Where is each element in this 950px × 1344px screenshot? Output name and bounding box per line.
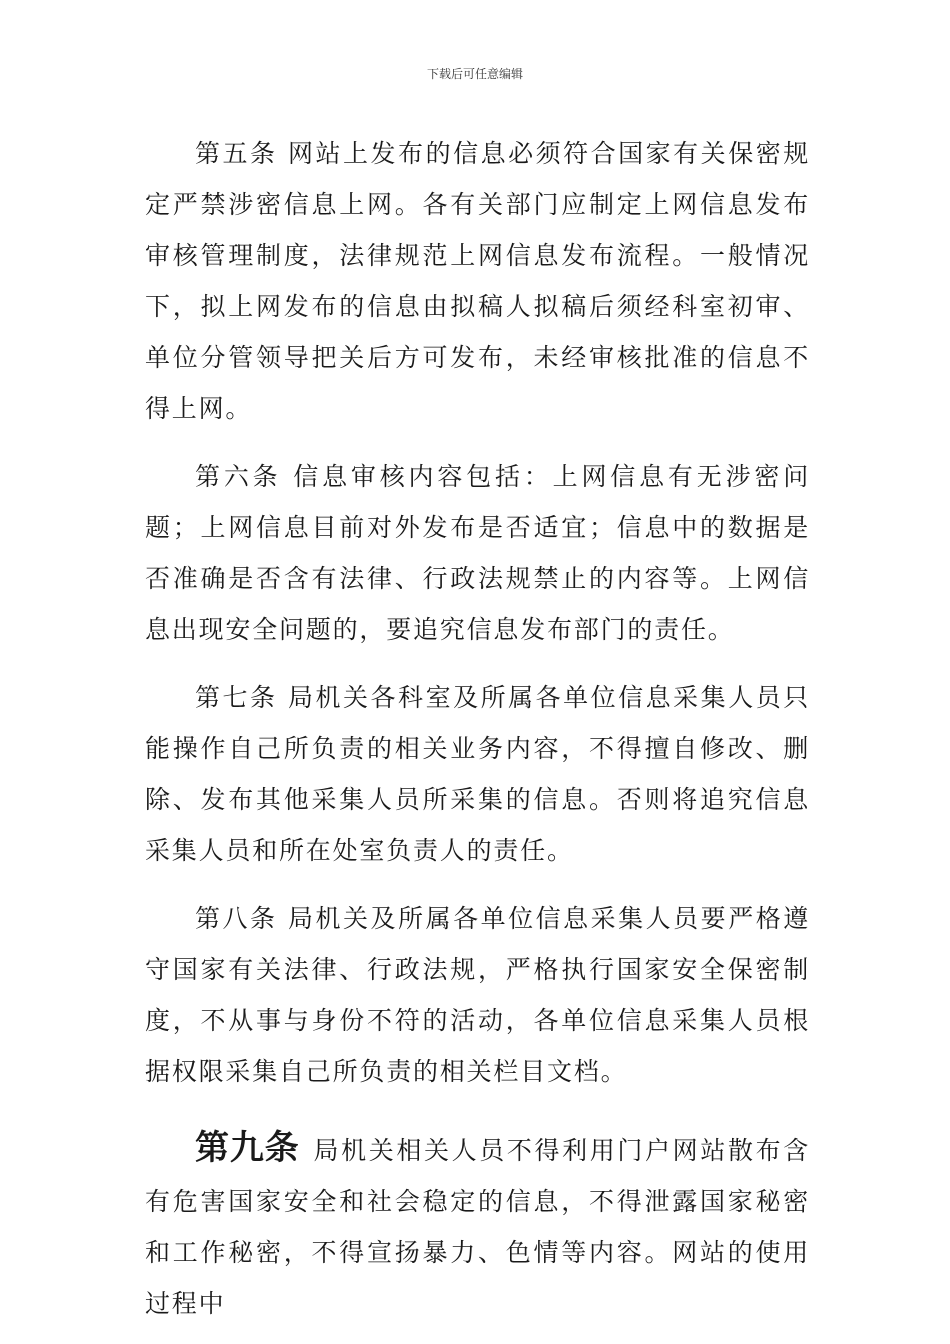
article-9-number: 第九条 [195, 1128, 300, 1168]
article-7-text: 局机关各科室及所属各单位信息采集人员只能操作自己所负责的相关业务内容，不得擅自修改、删除、发布其他采集人员所采集的信息。否则将追究信息采集人员和所在处室负责人的责任。 [145, 683, 811, 865]
article-5-number: 第五条 [195, 139, 278, 168]
article-8-paragraph [145, 893, 810, 1097]
article-7-number: 第七条 [195, 683, 278, 712]
article-6-number: 第六条 [195, 462, 282, 491]
article-5-paragraph [145, 128, 810, 434]
article-6-text: 信息审核内容包括：上网信息有无涉密问题；上网信息目前对外发布是否适宜；信息中的数据是否准确是否含有法律、行政法规禁止的内容等。上网信息出现安全问题的，要追究信息发布部门的责任。 [145, 462, 811, 644]
article-8-text: 局机关及所属各单位信息采集人员要严格遵守国家有关法律、行政法规，严格执行国家安全保密制度，不从事与身份不符的活动，各单位信息采集人员根据权限采集自己所负责的相关栏目文档。 [145, 904, 811, 1086]
article-9-text: 局机关相关人员不得利用门户网站散布含有危害国家安全和社会稳定的信息，不得泄露国家秘密和工作秘密，不得宣扬暴力、色情等内容。网站的使用过程中 [145, 1136, 811, 1318]
article-9-paragraph [145, 1123, 810, 1329]
page-header: 下载后可任意编辑 [426, 67, 523, 81]
article-6-paragraph [145, 451, 810, 655]
article-5-text: 网站上发布的信息必须符合国家有关保密规定严禁涉密信息上网。各有关部门应制定上网信息发布审核管理制度，法律规范上网信息发布流程。一般情况下，拟上网发布的信息由拟稿人拟稿后须经科室初审、单位分管领导把关后方可发布，未经审核批准的信息不得上网。 [145, 139, 811, 423]
document-body [145, 128, 810, 1329]
article-7-paragraph [145, 672, 810, 876]
article-8-number: 第八条 [195, 904, 278, 933]
